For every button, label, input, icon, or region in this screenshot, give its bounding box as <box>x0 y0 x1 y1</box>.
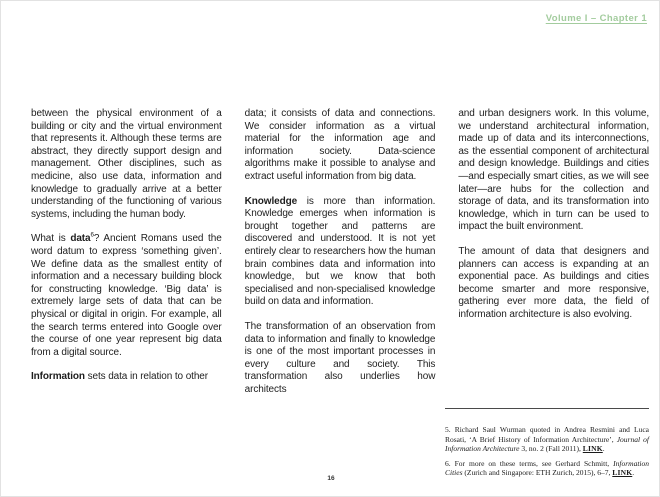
column-2 <box>245 108 436 396</box>
text-run: The amount of data that designers and planners can access is expanding at an exponential pace. As buildings and cities become smarter and more responsive, gathering ever more data, the field of information architecture is also evolving. <box>458 245 650 320</box>
text-run: ? Ancient Romans used the word datum to express ‘something given’. We define data as the smallest entity of information and a necessary building block for constructing knowledge. ‘Big data’ is extremely large sets of data that can be physical or digital in origin. For example, all the search terms entered into Google over the course of one year represent big data from a digital source. <box>31 233 222 358</box>
text-run: is more than information. Knowledge emerges when information is brought together and patterns are discovered and understood. It is not yet entirely clear to researchers how the human brain combines data and information into knowledge, but we know that both specialised and non-specialised knowledge build on data and information. <box>244 195 436 308</box>
paragraph <box>31 233 222 359</box>
text-run: Information Cities <box>445 458 649 477</box>
text-run: What is <box>31 233 71 245</box>
paragraph <box>458 108 649 234</box>
text-columns <box>31 108 649 396</box>
text-run: 5. Richard Saul Wurman quoted in Andrea Resmini and Luca Rosati, ‘A Brief History of Information Architecture’, <box>445 425 649 444</box>
text-run: 6. For more on these terms, see Gerhard Schmitt, <box>445 458 614 468</box>
text-run: between the physical environment of a building or city and the virtual environment that represents it. Although these terms are abstract, they directly support design and management. Other disciplines, such as medicine, also use data, information and knowledge to gradually arrive at a better understanding of the functioning of various systems, including the human body. <box>31 108 222 220</box>
paragraph <box>245 108 436 184</box>
text-run: data <box>70 233 91 245</box>
paragraph <box>31 371 222 384</box>
text-run: The transformation of an observation from data to information and finally to knowledge is one of the most important processes in every culture and society. This transformation also underlies how architects <box>244 320 436 395</box>
footnote-link[interactable]: LINK <box>612 468 633 477</box>
footnote-5 <box>445 425 649 454</box>
page-number: 16 <box>327 475 335 482</box>
text-run: (Zurich and Singapore: ETH Zurich, 2015), 6–7, <box>462 468 613 477</box>
column-3 <box>458 108 649 396</box>
text-run: 3, no. 2 (Fall 2011), <box>519 444 583 453</box>
text-run: . <box>602 444 605 453</box>
column-1 <box>31 108 222 396</box>
paragraph <box>245 196 436 309</box>
text-run: . <box>632 468 635 477</box>
paragraph <box>245 321 436 397</box>
text-run: Knowledge <box>244 195 298 207</box>
text-run: data; it consists of data and connections. We consider information as a virtual material for the information age and information society. Data-science algorithms make it possible to analyse and extract useful information from big data. <box>244 108 436 182</box>
text-run: Information <box>31 371 85 383</box>
text-run: and urban designers work. In this volume, we understand architectural information, made up of data and its interconnections, as the essential component of architectural and design knowledge. Buildings and cities—and especially smart cities, as we will see later—are hubs for the collection and storage of data, and its transformation into knowledge, which in turn can be used to impact the built environment. <box>458 108 650 233</box>
footnote-marker: 6 <box>90 232 94 240</box>
paragraph <box>458 246 649 322</box>
chapter-header: Volume I – Chapter 1 <box>545 13 647 24</box>
footnotes-section <box>445 408 649 483</box>
text-run: Journal of Information Architecture <box>445 434 649 453</box>
paragraph <box>31 108 222 221</box>
footnote-link[interactable]: LINK <box>582 444 603 453</box>
text-run: sets data in relation to other <box>84 371 208 383</box>
